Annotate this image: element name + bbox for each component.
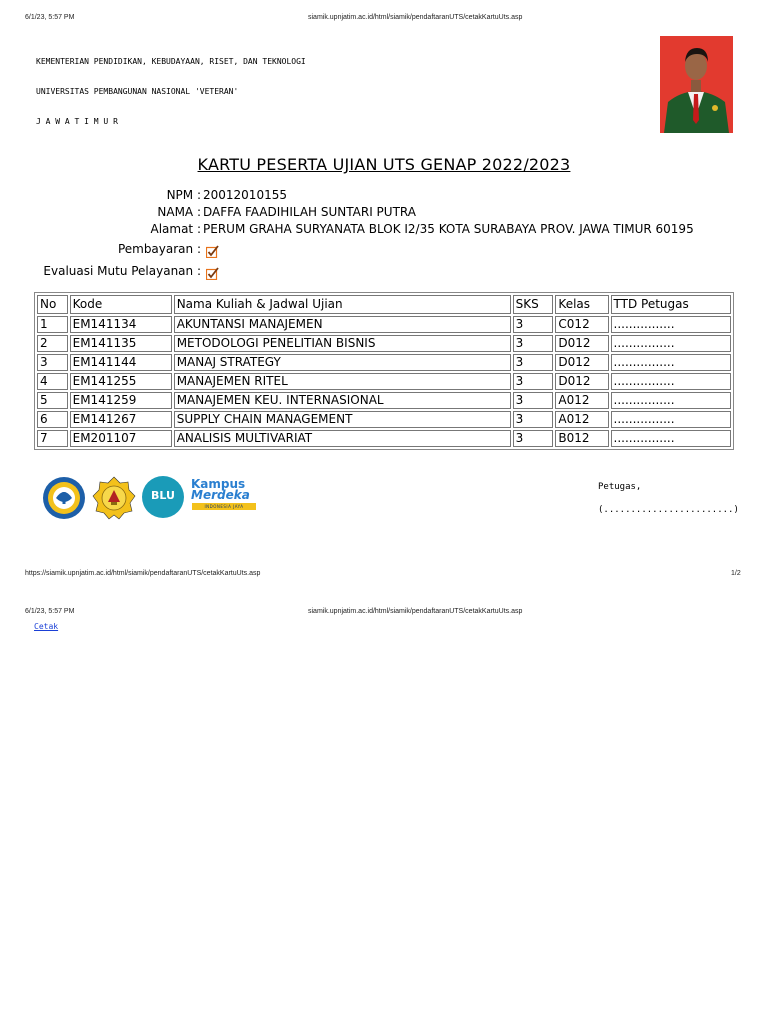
table-row	[37, 392, 731, 409]
cell-sks: 3	[513, 316, 554, 333]
table-row	[37, 373, 731, 390]
cell-kode: EM141267	[70, 411, 172, 428]
cell-kelas: D012	[555, 373, 608, 390]
petugas-signature-line: (........................)	[598, 505, 739, 515]
nama-value: DAFFA FAADIHILAH SUNTARI PUTRA	[203, 205, 416, 219]
cell-kelas: D012	[555, 354, 608, 371]
merdeka-logo-text: Merdeka	[191, 488, 250, 502]
petugas-label: Petugas,	[598, 482, 642, 492]
cell-nama-kuliah: SUPPLY CHAIN MANAGEMENT	[174, 411, 511, 428]
student-photo	[660, 36, 733, 133]
cetak-link[interactable]: Cetak	[34, 622, 59, 631]
cell-no: 7	[37, 430, 68, 447]
kampus-merdeka-logo	[190, 478, 260, 518]
col-header-kelas: Kelas	[555, 295, 608, 314]
cell-kelas: B012	[555, 430, 608, 447]
cell-ttd: ................	[611, 335, 732, 352]
cell-ttd: ................	[611, 430, 732, 447]
print-url-page2: siamik.upnjatim.ac.id/html/siamik/pendaftaranUTS/cetakKartuUts.asp	[308, 608, 523, 615]
cell-kelas: D012	[555, 335, 608, 352]
pembayaran-label: Pembayaran :	[117, 242, 201, 256]
nama-label: NAMA :	[157, 205, 201, 219]
cell-kode: EM141259	[70, 392, 172, 409]
cell-no: 3	[37, 354, 68, 371]
kampus-logo-tagline: INDONESIA JAYA	[192, 503, 256, 510]
cell-kode: EM141255	[70, 373, 172, 390]
cell-sks: 3	[513, 411, 554, 428]
table-row	[37, 335, 731, 352]
blu-logo-text: BLU	[151, 489, 175, 502]
institution-region: J A W A T I M U R	[36, 117, 118, 126]
cell-ttd: ................	[611, 411, 732, 428]
table-row	[37, 411, 731, 428]
cell-no: 4	[37, 373, 68, 390]
cell-no: 5	[37, 392, 68, 409]
cell-kode: EM141144	[70, 354, 172, 371]
pembayaran-check-icon	[206, 243, 219, 262]
cell-nama-kuliah: METODOLOGI PENELITIAN BISNIS	[174, 335, 511, 352]
card-title: KARTU PESERTA UJIAN UTS GENAP 2022/2023	[197, 155, 571, 174]
exam-table	[34, 292, 734, 450]
cell-kelas: A012	[555, 392, 608, 409]
cell-nama-kuliah: ANALISIS MULTIVARIAT	[174, 430, 511, 447]
cell-sks: 3	[513, 373, 554, 390]
institution-header	[36, 37, 306, 137]
print-datetime-page2: 6/1/23, 5:57 PM	[25, 608, 75, 615]
print-footer-url: https://siamik.upnjatim.ac.id/html/siamik/pendaftaranUTS/cetakKartuUts.asp	[25, 570, 261, 577]
cell-sks: 3	[513, 430, 554, 447]
table-row	[37, 354, 731, 371]
cell-sks: 3	[513, 335, 554, 352]
npm-value: 20012010155	[203, 188, 287, 202]
col-header-kode: Kode	[70, 295, 172, 314]
cell-kode: EM141134	[70, 316, 172, 333]
col-header-nama-kuliah: Nama Kuliah & Jadwal Ujian	[174, 295, 511, 314]
cell-ttd: ................	[611, 373, 732, 390]
evaluasi-label: Evaluasi Mutu Pelayanan :	[43, 264, 201, 278]
blu-logo	[142, 476, 184, 522]
col-header-no: No	[37, 295, 68, 314]
table-header-row	[37, 295, 731, 314]
cell-ttd: ................	[611, 316, 732, 333]
cell-no: 1	[37, 316, 68, 333]
alamat-label: Alamat :	[150, 222, 201, 236]
cell-no: 2	[37, 335, 68, 352]
alamat-value: PERUM GRAHA SURYANATA BLOK I2/35 KOTA SURABAYA PROV. JAWA TIMUR 60195	[203, 222, 694, 236]
npm-label: NPM :	[166, 188, 201, 202]
table-row	[37, 430, 731, 447]
student-photo-image	[660, 36, 733, 133]
kampus-logo-text: Kampus	[191, 477, 246, 491]
table-row	[37, 316, 731, 333]
evaluasi-check-icon	[206, 265, 219, 284]
tut-wuri-handayani-logo	[42, 476, 86, 524]
col-header-sks: SKS	[513, 295, 554, 314]
cell-sks: 3	[513, 392, 554, 409]
cell-kode: EM141135	[70, 335, 172, 352]
cell-nama-kuliah: MANAJEMEN RITEL	[174, 373, 511, 390]
print-url: siamik.upnjatim.ac.id/html/siamik/pendaftaranUTS/cetakKartuUts.asp	[308, 14, 523, 21]
institution-ministry: KEMENTERIAN PENDIDIKAN, KEBUDAYAAN, RISET, DAN TEKNOLOGI	[36, 57, 306, 66]
cell-sks: 3	[513, 354, 554, 371]
cell-nama-kuliah: MANAJEMEN KEU. INTERNASIONAL	[174, 392, 511, 409]
cell-kelas: C012	[555, 316, 608, 333]
upn-veteran-logo	[92, 476, 136, 524]
cell-kelas: A012	[555, 411, 608, 428]
cell-ttd: ................	[611, 354, 732, 371]
cell-no: 6	[37, 411, 68, 428]
cell-nama-kuliah: AKUNTANSI MANAJEMEN	[174, 316, 511, 333]
cell-ttd: ................	[611, 392, 732, 409]
cell-nama-kuliah: MANAJ STRATEGY	[174, 354, 511, 371]
print-datetime: 6/1/23, 5:57 PM	[25, 14, 75, 21]
print-page-number: 1/2	[731, 570, 741, 577]
institution-university: UNIVERSITAS PEMBANGUNAN NASIONAL 'VETERAN'	[36, 87, 239, 96]
cell-kode: EM201107	[70, 430, 172, 447]
col-header-ttd-petugas: TTD Petugas	[611, 295, 732, 314]
